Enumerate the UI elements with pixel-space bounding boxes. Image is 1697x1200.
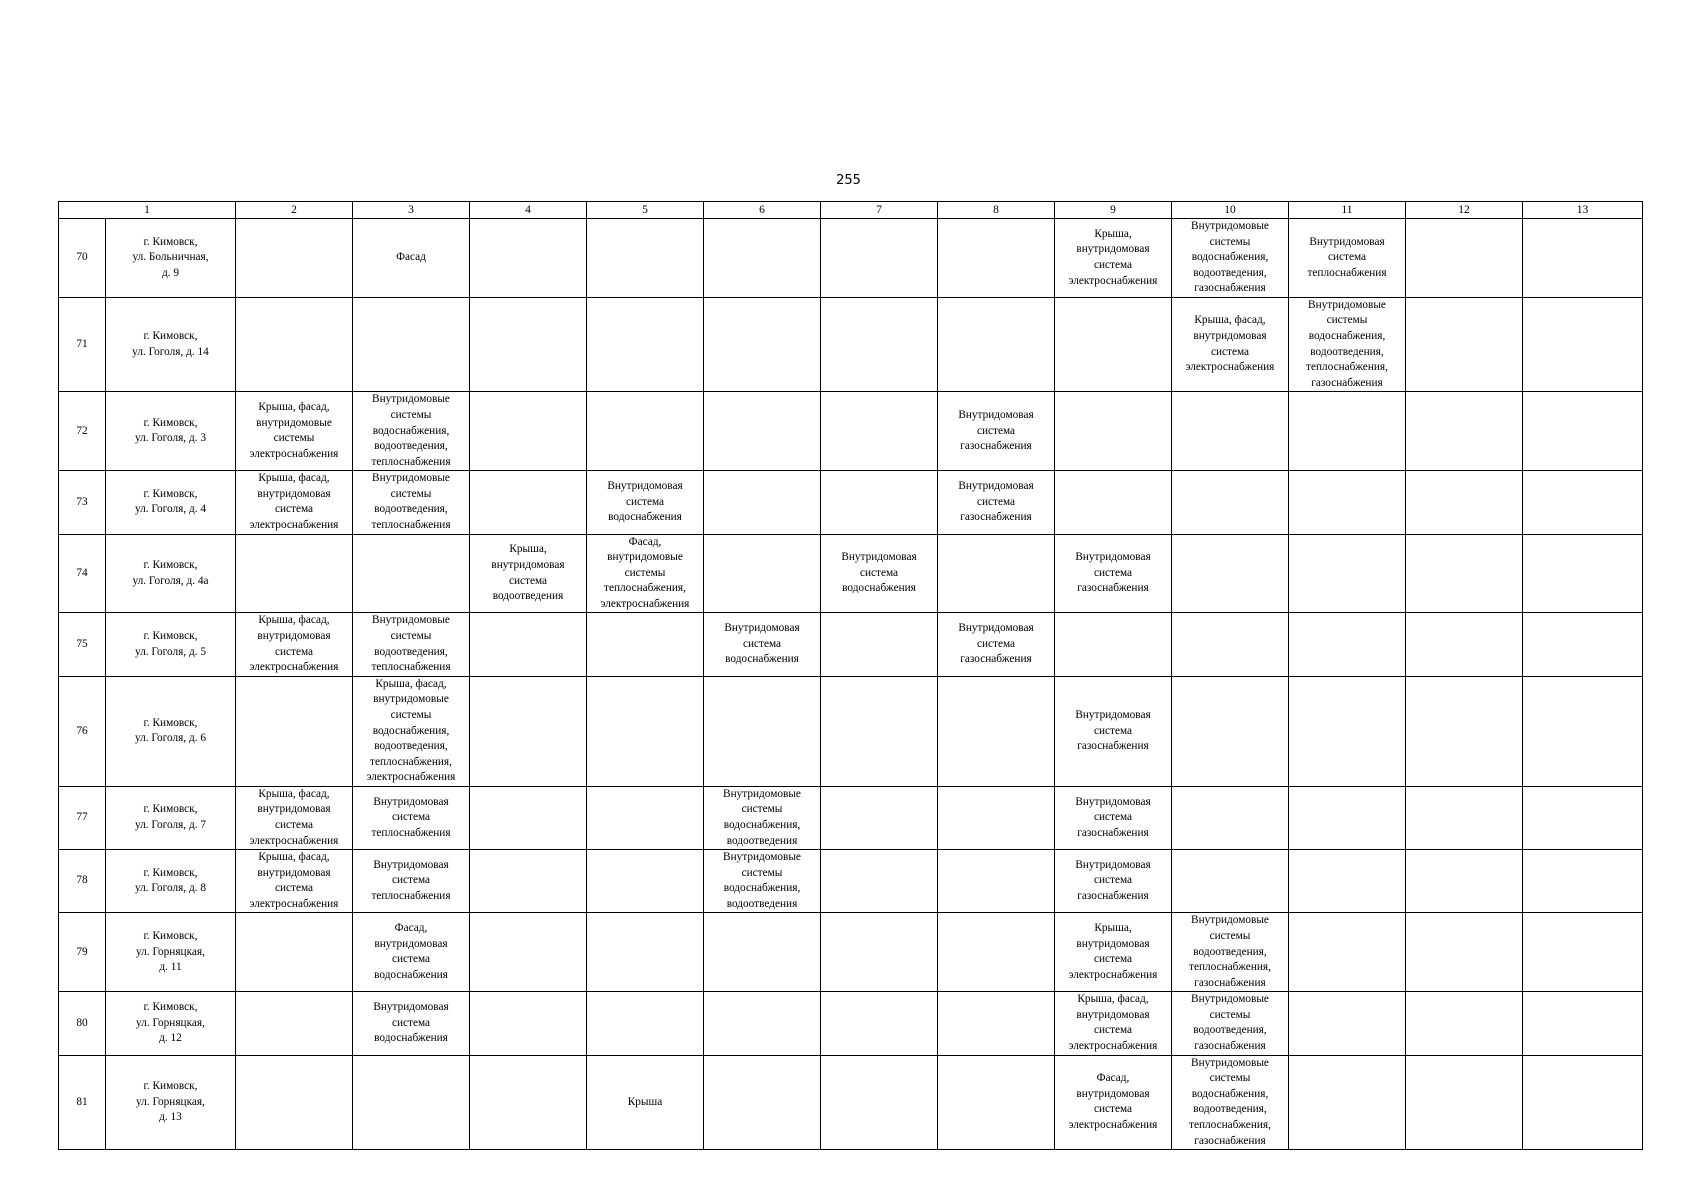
work-cell-col-5 (587, 913, 704, 992)
work-cell-col-5 (587, 786, 704, 849)
work-cell-col-2: Крыша, фасад, внутридомовая система электроснабжения (236, 613, 353, 676)
work-cell-col-8 (938, 992, 1055, 1055)
work-cell-col-10 (1172, 613, 1289, 676)
table-row (59, 786, 1643, 849)
work-cell-col-8 (938, 676, 1055, 786)
work-cell-col-4 (470, 297, 587, 391)
work-cell-col-4 (470, 850, 587, 913)
table-row (59, 219, 1643, 298)
work-cell-col-6 (704, 392, 821, 471)
row-number-cell: 74 (59, 534, 106, 613)
work-cell-col-3: Внутридомовая система водоснабжения (353, 992, 470, 1055)
table-row (59, 850, 1643, 913)
work-cell-col-7: Внутридомовая система водоснабжения (821, 534, 938, 613)
work-cell-col-5 (587, 219, 704, 298)
work-cell-col-10 (1172, 786, 1289, 849)
work-cell-col-9 (1055, 471, 1172, 534)
work-cell-col-11 (1289, 992, 1406, 1055)
column-header: 12 (1406, 202, 1523, 219)
work-cell-col-10 (1172, 676, 1289, 786)
work-cell-col-8 (938, 913, 1055, 992)
work-cell-col-8: Внутридомовая система газоснабжения (938, 471, 1055, 534)
work-cell-col-8 (938, 297, 1055, 391)
work-cell-col-5: Фасад, внутридомовые системы теплоснабжения, электроснабжения (587, 534, 704, 613)
row-number-cell: 81 (59, 1055, 106, 1149)
table-row (59, 1055, 1643, 1149)
table-row (59, 613, 1643, 676)
work-cell-col-10: Внутридомовые системы водоснабжения, водоотведения, теплоснабжения, газоснабжения (1172, 1055, 1289, 1149)
work-cell-col-5 (587, 613, 704, 676)
work-cell-col-3: Внутридомовые системы водоотведения, теплоснабжения (353, 613, 470, 676)
page-number: 255 (836, 173, 861, 188)
work-cell-col-4 (470, 613, 587, 676)
column-header: 5 (587, 202, 704, 219)
column-header: 7 (821, 202, 938, 219)
work-cell-col-9: Крыша, фасад, внутридомовая система электроснабжения (1055, 992, 1172, 1055)
work-cell-col-7 (821, 613, 938, 676)
work-cell-col-6: Внутридомовые системы водоснабжения, водоотведения (704, 850, 821, 913)
work-cell-col-11: Внутридомовая система теплоснабжения (1289, 219, 1406, 298)
address-cell: г. Кимовск, ул. Гоголя, д. 6 (106, 676, 236, 786)
work-cell-col-8 (938, 850, 1055, 913)
row-number-cell: 76 (59, 676, 106, 786)
table-header (59, 202, 1643, 219)
work-cell-col-3: Крыша, фасад, внутридомовые системы водоснабжения, водоотведения, теплоснабжения, электроснабжения (353, 676, 470, 786)
work-cell-col-7 (821, 913, 938, 992)
address-cell: г. Кимовск, ул. Больничная, д. 9 (106, 219, 236, 298)
work-cell-col-9: Внутридомовая система газоснабжения (1055, 534, 1172, 613)
work-cell-col-12 (1406, 613, 1523, 676)
work-cell-col-9: Крыша, внутридомовая система электроснабжения (1055, 913, 1172, 992)
work-cell-col-12 (1406, 534, 1523, 613)
address-cell: г. Кимовск, ул. Гоголя, д. 4а (106, 534, 236, 613)
work-cell-col-2: Крыша, фасад, внутридомовая система электроснабжения (236, 471, 353, 534)
work-cell-col-2: Крыша, фасад, внутридомовая система электроснабжения (236, 786, 353, 849)
work-cell-col-7 (821, 786, 938, 849)
work-cell-col-10: Внутридомовые системы водоснабжения, водоотведения, газоснабжения (1172, 219, 1289, 298)
address-cell: г. Кимовск, ул. Гоголя, д. 7 (106, 786, 236, 849)
work-cell-col-10: Крыша, фасад, внутридомовая система электроснабжения (1172, 297, 1289, 391)
work-cell-col-3: Фасад (353, 219, 470, 298)
work-cell-col-5: Внутридомовая система водоснабжения (587, 471, 704, 534)
row-number-cell: 80 (59, 992, 106, 1055)
work-cell-col-7 (821, 992, 938, 1055)
column-header: 6 (704, 202, 821, 219)
address-cell: г. Кимовск, ул. Гоголя, д. 14 (106, 297, 236, 391)
work-cell-col-5 (587, 297, 704, 391)
work-cell-col-3 (353, 1055, 470, 1149)
work-cell-col-11 (1289, 613, 1406, 676)
table-row (59, 471, 1643, 534)
work-cell-col-9 (1055, 392, 1172, 471)
work-cell-col-6 (704, 1055, 821, 1149)
column-number-row (59, 202, 1643, 219)
column-header: 8 (938, 202, 1055, 219)
work-cell-col-12 (1406, 676, 1523, 786)
row-number-cell: 70 (59, 219, 106, 298)
column-header: 3 (353, 202, 470, 219)
work-cell-col-6 (704, 676, 821, 786)
work-cell-col-4: Крыша, внутридомовая система водоотведения (470, 534, 587, 613)
work-cell-col-9: Крыша, внутридомовая система электроснабжения (1055, 219, 1172, 298)
address-cell: г. Кимовск, ул. Горняцкая, д. 13 (106, 1055, 236, 1149)
work-cell-col-11 (1289, 676, 1406, 786)
work-cell-col-13 (1523, 471, 1643, 534)
work-cell-col-6 (704, 534, 821, 613)
work-cell-col-6: Внутридомовая система водоснабжения (704, 613, 821, 676)
work-cell-col-11: Внутридомовые системы водоснабжения, водоотведения, теплоснабжения, газоснабжения (1289, 297, 1406, 391)
work-cell-col-13 (1523, 992, 1643, 1055)
work-cell-col-7 (821, 676, 938, 786)
work-cell-col-12 (1406, 219, 1523, 298)
work-cell-col-6 (704, 219, 821, 298)
work-cell-col-2 (236, 1055, 353, 1149)
work-cell-col-2 (236, 992, 353, 1055)
work-cell-col-3 (353, 534, 470, 613)
work-cell-col-9 (1055, 297, 1172, 391)
work-cell-col-8 (938, 534, 1055, 613)
work-cell-col-13 (1523, 786, 1643, 849)
work-cell-col-9 (1055, 613, 1172, 676)
work-cell-col-3: Внутридомовые системы водоотведения, теплоснабжения (353, 471, 470, 534)
work-cell-col-2 (236, 913, 353, 992)
work-cell-col-2 (236, 676, 353, 786)
row-number-cell: 73 (59, 471, 106, 534)
work-cell-col-2 (236, 534, 353, 613)
work-cell-col-7 (821, 392, 938, 471)
work-cell-col-2: Крыша, фасад, внутридомовая система электроснабжения (236, 850, 353, 913)
work-cell-col-3: Внутридомовая система теплоснабжения (353, 786, 470, 849)
work-cell-col-8 (938, 219, 1055, 298)
work-cell-col-13 (1523, 850, 1643, 913)
work-cell-col-13 (1523, 534, 1643, 613)
work-cell-col-2: Крыша, фасад, внутридомовые системы электроснабжения (236, 392, 353, 471)
column-header: 11 (1289, 202, 1406, 219)
work-cell-col-7 (821, 850, 938, 913)
work-cell-col-3 (353, 297, 470, 391)
work-cell-col-4 (470, 786, 587, 849)
work-cell-col-7 (821, 1055, 938, 1149)
work-cell-col-12 (1406, 392, 1523, 471)
work-cell-col-10 (1172, 471, 1289, 534)
work-cell-col-5 (587, 850, 704, 913)
work-cell-col-9: Внутридомовая система газоснабжения (1055, 850, 1172, 913)
work-cell-col-3: Фасад, внутридомовая система водоснабжения (353, 913, 470, 992)
work-cell-col-11 (1289, 471, 1406, 534)
work-cell-col-4 (470, 676, 587, 786)
column-header: 4 (470, 202, 587, 219)
work-cell-col-13 (1523, 297, 1643, 391)
row-number-cell: 71 (59, 297, 106, 391)
work-cell-col-13 (1523, 1055, 1643, 1149)
work-cell-col-13 (1523, 613, 1643, 676)
address-cell: г. Кимовск, ул. Гоголя, д. 5 (106, 613, 236, 676)
work-cell-col-5: Крыша (587, 1055, 704, 1149)
work-cell-col-11 (1289, 786, 1406, 849)
row-number-cell: 79 (59, 913, 106, 992)
row-number-cell: 72 (59, 392, 106, 471)
work-cell-col-9: Внутридомовая система газоснабжения (1055, 786, 1172, 849)
column-header: 9 (1055, 202, 1172, 219)
work-cell-col-11 (1289, 392, 1406, 471)
column-header: 13 (1523, 202, 1643, 219)
table-row (59, 913, 1643, 992)
address-cell: г. Кимовск, ул. Гоголя, д. 8 (106, 850, 236, 913)
table-row (59, 534, 1643, 613)
work-cell-col-13 (1523, 913, 1643, 992)
work-cell-col-11 (1289, 1055, 1406, 1149)
table-row (59, 676, 1643, 786)
work-cell-col-12 (1406, 786, 1523, 849)
work-cell-col-10: Внутридомовые системы водоотведения, газоснабжения (1172, 992, 1289, 1055)
row-number-cell: 77 (59, 786, 106, 849)
work-cell-col-8: Внутридомовая система газоснабжения (938, 613, 1055, 676)
work-cell-col-5 (587, 392, 704, 471)
column-header: 1 (59, 202, 236, 219)
work-cell-col-10: Внутридомовые системы водоотведения, теплоснабжения, газоснабжения (1172, 913, 1289, 992)
work-cell-col-13 (1523, 676, 1643, 786)
work-cell-col-13 (1523, 219, 1643, 298)
work-cell-col-10 (1172, 392, 1289, 471)
work-cell-col-7 (821, 471, 938, 534)
work-cell-col-4 (470, 471, 587, 534)
column-header: 10 (1172, 202, 1289, 219)
work-cell-col-11 (1289, 850, 1406, 913)
work-cell-col-4 (470, 1055, 587, 1149)
work-cell-col-10 (1172, 534, 1289, 613)
work-cell-col-9: Внутридомовая система газоснабжения (1055, 676, 1172, 786)
table-row (59, 992, 1643, 1055)
table-row (59, 297, 1643, 391)
address-cell: г. Кимовск, ул. Горняцкая, д. 11 (106, 913, 236, 992)
work-cell-col-6 (704, 471, 821, 534)
work-cell-col-8 (938, 786, 1055, 849)
repair-schedule-table (58, 201, 1643, 1150)
work-cell-col-11 (1289, 534, 1406, 613)
column-header: 2 (236, 202, 353, 219)
work-cell-col-6 (704, 297, 821, 391)
work-cell-col-12 (1406, 913, 1523, 992)
row-number-cell: 78 (59, 850, 106, 913)
work-cell-col-12 (1406, 471, 1523, 534)
work-cell-col-3: Внутридомовые системы водоснабжения, водоотведения, теплоснабжения (353, 392, 470, 471)
work-cell-col-9: Фасад, внутридомовая система электроснабжения (1055, 1055, 1172, 1149)
work-cell-col-4 (470, 392, 587, 471)
work-cell-col-8 (938, 1055, 1055, 1149)
work-cell-col-12 (1406, 850, 1523, 913)
work-cell-col-10 (1172, 850, 1289, 913)
work-cell-col-5 (587, 992, 704, 1055)
work-cell-col-4 (470, 992, 587, 1055)
work-cell-col-7 (821, 219, 938, 298)
work-cell-col-5 (587, 676, 704, 786)
work-cell-col-6 (704, 913, 821, 992)
work-cell-col-12 (1406, 297, 1523, 391)
work-cell-col-3: Внутридомовая система теплоснабжения (353, 850, 470, 913)
table-row (59, 392, 1643, 471)
work-cell-col-6 (704, 992, 821, 1055)
work-cell-col-7 (821, 297, 938, 391)
row-number-cell: 75 (59, 613, 106, 676)
work-cell-col-2 (236, 297, 353, 391)
work-cell-col-2 (236, 219, 353, 298)
work-cell-col-4 (470, 913, 587, 992)
work-cell-col-13 (1523, 392, 1643, 471)
work-cell-col-8: Внутридомовая система газоснабжения (938, 392, 1055, 471)
work-cell-col-12 (1406, 992, 1523, 1055)
work-cell-col-12 (1406, 1055, 1523, 1149)
work-cell-col-6: Внутридомовые системы водоснабжения, водоотведения (704, 786, 821, 849)
address-cell: г. Кимовск, ул. Гоголя, д. 3 (106, 392, 236, 471)
work-cell-col-4 (470, 219, 587, 298)
table-body (59, 219, 1643, 1150)
address-cell: г. Кимовск, ул. Горняцкая, д. 12 (106, 992, 236, 1055)
work-cell-col-11 (1289, 913, 1406, 992)
address-cell: г. Кимовск, ул. Гоголя, д. 4 (106, 471, 236, 534)
